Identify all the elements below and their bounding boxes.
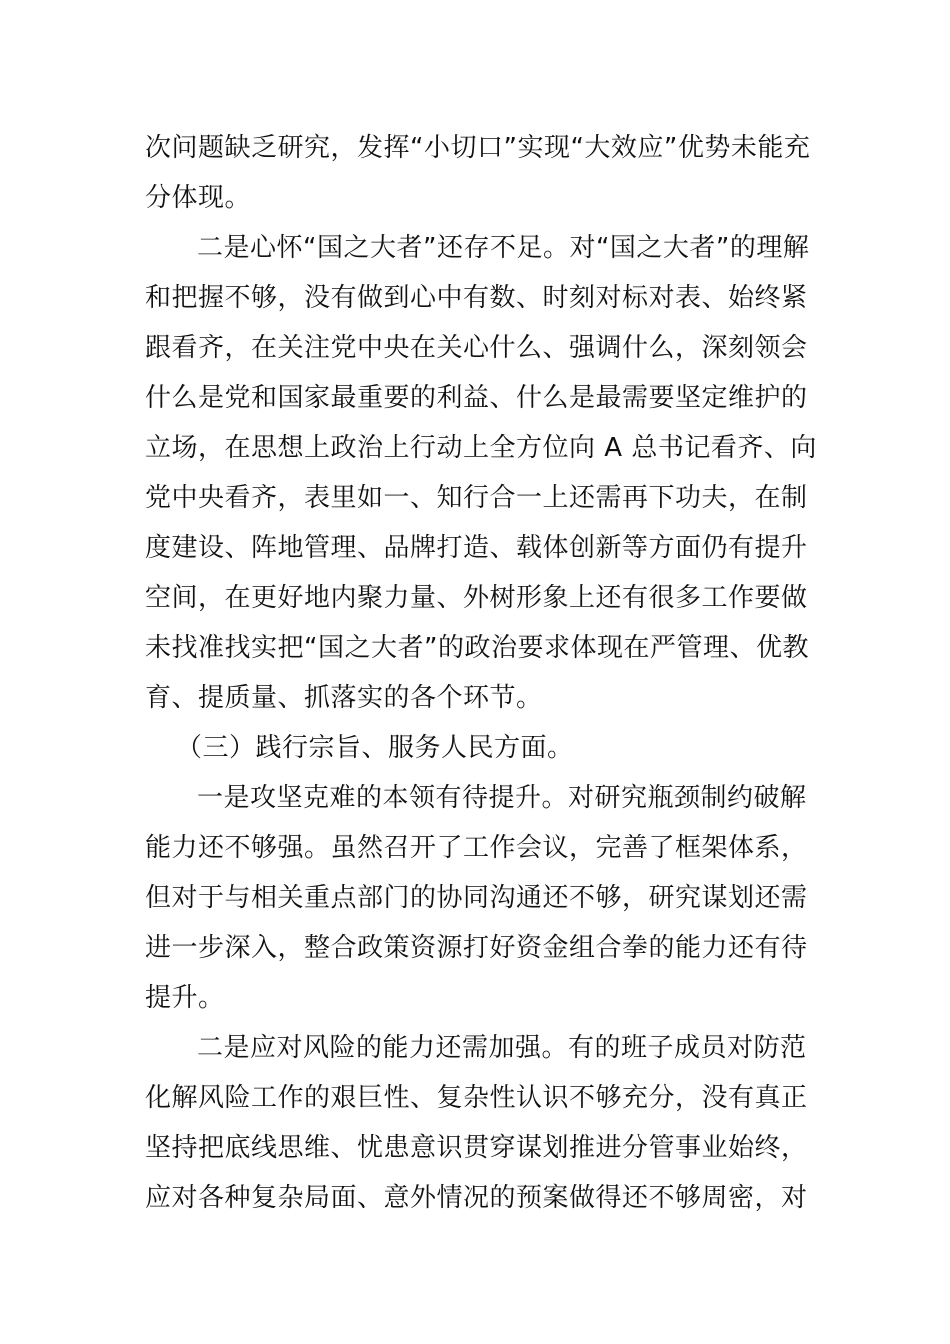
- text-line: 进一步深入，整合政策资源打好资金组合拳的能力还有待: [145, 933, 808, 963]
- text-line: 党中央看齐，表里如一、知行合一上还需再下功夫，在制: [145, 483, 808, 513]
- text-line: 立场，在思想上政治上行动上全方位向 A 总书记看齐、向: [145, 433, 817, 463]
- section-heading: （三）践行宗旨、服务人民方面。: [176, 733, 574, 763]
- text-line: 度建设、阵地管理、品牌打造、载体创新等方面仍有提升: [145, 533, 808, 563]
- text-line: 化解风险工作的艰巨性、复杂性认识不够充分，没有真正: [145, 1083, 808, 1113]
- text-line: 分体现。: [145, 183, 252, 213]
- paragraph-start-line: 一是攻坚克难的本领有待提升。对研究瓶颈制约破解: [197, 783, 807, 813]
- text-line: 什么是党和国家最重要的利益、什么是最需要坚定维护的: [145, 383, 808, 413]
- text-line: 未找准找实把“国之大者”的政治要求体现在严管理、优教: [145, 633, 809, 663]
- text-line: 坚持把底线思维、忧患意识贯穿谋划推进分管事业始终，: [145, 1133, 808, 1163]
- text-line: 次问题缺乏研究，发挥“小切口”实现“大效应”优势未能充: [145, 133, 811, 163]
- text-line: 空间，在更好地内聚力量、外树形象上还有很多工作要做: [145, 583, 808, 613]
- paragraph-start-line: 二是应对风险的能力还需加强。有的班子成员对防范: [197, 1033, 807, 1063]
- text-line: 跟看齐，在关注党中央在关心什么、强调什么，深刻领会: [145, 333, 808, 363]
- text-line: 提升。: [145, 983, 225, 1013]
- text-line: 能力还不够强。虽然召开了工作会议，完善了框架体系，: [145, 833, 808, 863]
- paragraph-start-line: 二是心怀“国之大者”还存不足。对“国之大者”的理解: [197, 233, 810, 263]
- text-line: 但对于与相关重点部门的协同沟通还不够，研究谋划还需: [145, 883, 808, 913]
- text-line: 和把握不够，没有做到心中有数、时刻对标对表、始终紧: [145, 283, 808, 313]
- text-line: 育、提质量、抓落实的各个环节。: [145, 683, 543, 713]
- text-line: 应对各种复杂局面、意外情况的预案做得还不够周密，对: [145, 1183, 808, 1213]
